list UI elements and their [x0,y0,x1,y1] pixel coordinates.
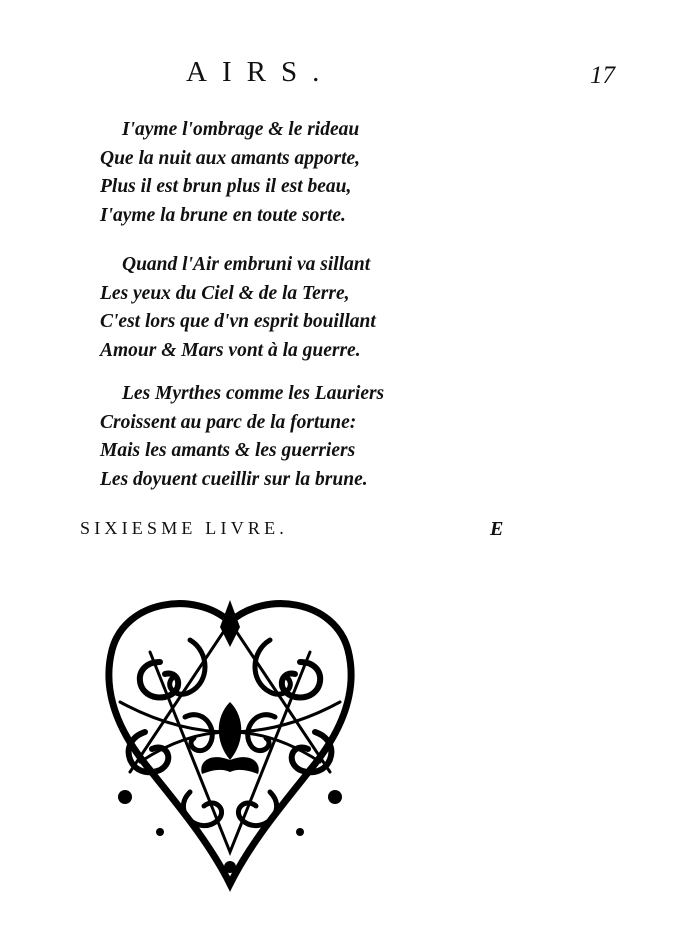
verse-line: Mais les amants & les guerriers [100,440,356,461]
running-title: AIRS. [186,56,335,88]
stanza-3 [100,380,384,494]
stanza-1 [100,116,360,230]
signature-line: SIXIESME LIVRE. [80,518,288,538]
verse-line: I'ayme la brune en toute sorte. [100,204,346,226]
verse-line: Les yeux du Ciel & de la Terre, [100,282,350,304]
verse-line: Que la nuit aux amants apporte, [100,147,361,169]
verse-line: Croissent au parc de la fortune: [100,411,357,433]
stanza-2 [100,251,376,365]
verse-line: Les Myrthes comme les Lauriers [122,383,385,404]
verse-line: Plus il est brun plus il est beau, [100,176,352,197]
heart-ornament [90,592,370,892]
verse-line: I'ayme l'ombrage & le rideau [122,119,360,140]
verse-line: C'est lors que d'vn esprit bouillant [100,311,376,332]
page-number: 17 [590,62,615,89]
verse-line: Amour & Mars vont à la guerre. [100,339,361,361]
verse-line: Quand l'Air embruni va sillant [122,254,371,275]
signature-mark: E [490,518,504,540]
verse-line: Les doyuent cueillir sur la brune. [100,468,368,490]
